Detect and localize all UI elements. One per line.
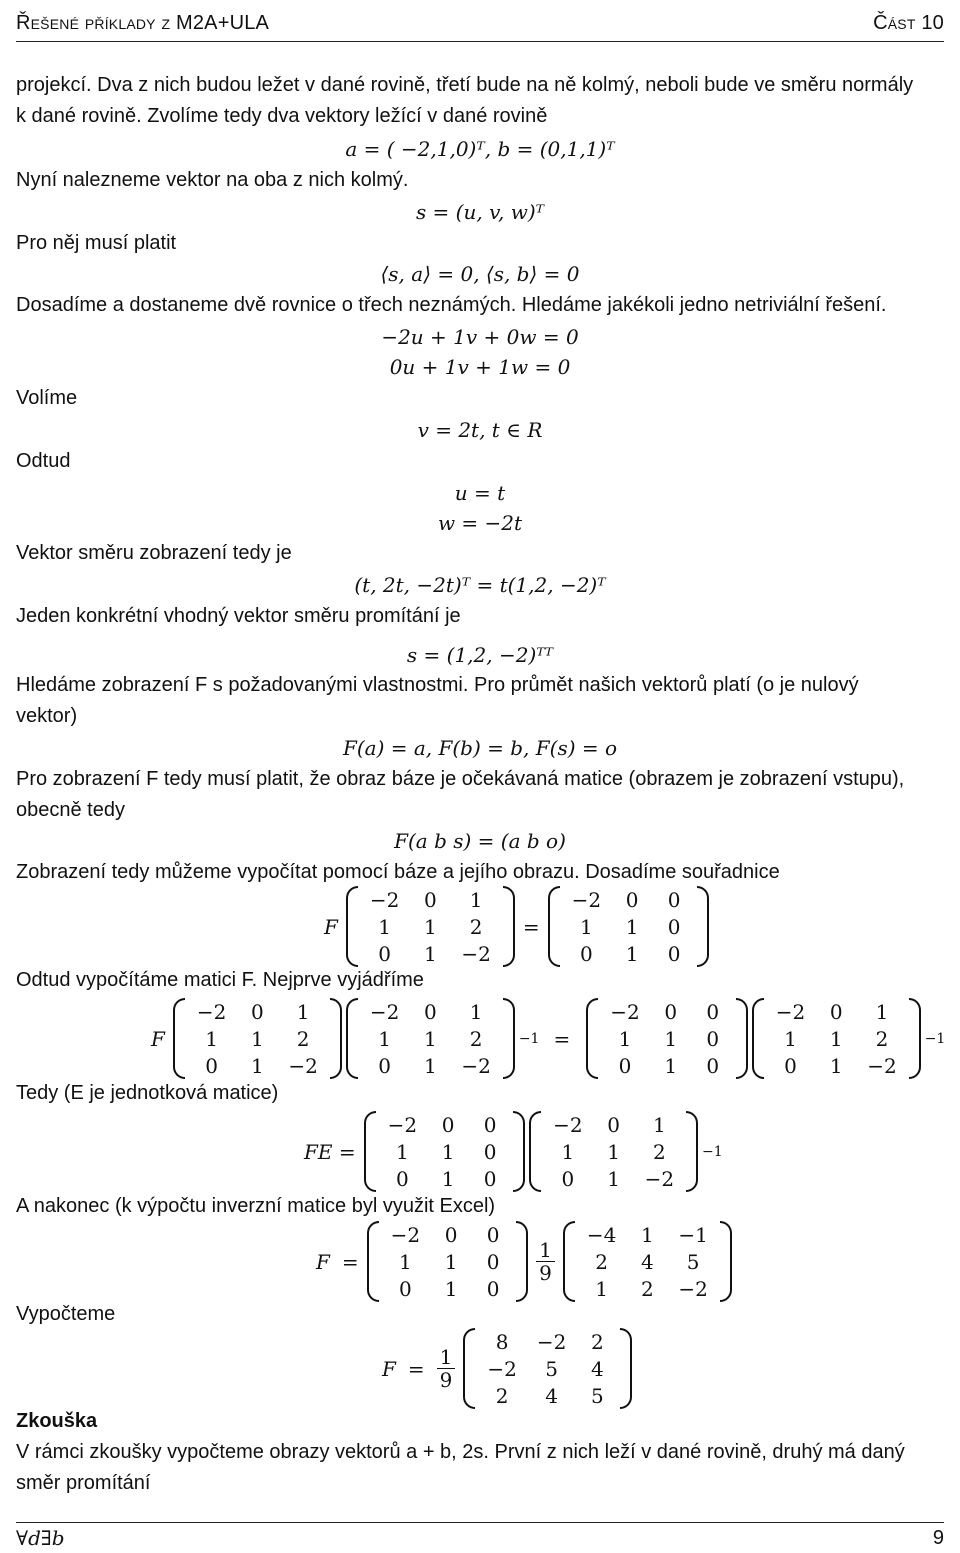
matrix-cell: −2	[196, 999, 227, 1024]
matrix-cell: −2	[288, 1053, 318, 1078]
matrix-cell: 1	[580, 914, 593, 939]
matrix-table	[562, 886, 695, 967]
paragraph: A nakonec (k výpočtu inverzní matice byl využit Excel)	[16, 1195, 496, 1217]
symbol-F: F	[382, 1356, 396, 1381]
equation-w: w = −2t	[437, 511, 523, 535]
matrix-cell: 1	[378, 1026, 391, 1051]
matrix-row	[600, 998, 733, 1025]
matrix-cell: 0	[424, 887, 437, 912]
matrix-cell: 0	[664, 999, 678, 1024]
fraction	[437, 1346, 456, 1391]
matrix-cell: 1	[424, 914, 437, 939]
matrix-cell: 1	[444, 1276, 458, 1301]
matrix-row	[562, 940, 695, 967]
matrix-equation-5	[376, 1328, 634, 1409]
section-heading: Zkouška	[16, 1410, 98, 1432]
matrix-row	[378, 1138, 511, 1165]
matrix	[362, 1111, 527, 1192]
matrix-cell: 0	[618, 1053, 632, 1078]
matrix	[546, 886, 711, 967]
matrix-row	[360, 940, 501, 967]
matrix-row	[378, 1165, 511, 1192]
matrix-cell: 0	[395, 1166, 409, 1191]
matrix-cell: 1	[652, 1112, 666, 1137]
matrix-cell: 0	[483, 1139, 497, 1164]
paragraph: Volíme	[16, 387, 78, 409]
matrix-cell: −2	[369, 999, 400, 1024]
matrix	[584, 998, 749, 1079]
matrix-cell: −2	[610, 999, 640, 1024]
equation-s: s = (u, v, w)ᵀ	[415, 200, 545, 224]
matrix-row	[477, 1382, 618, 1409]
matrix-cell: −2	[678, 1276, 708, 1301]
matrix-row	[381, 1221, 514, 1248]
matrix-cell: 1	[441, 1139, 455, 1164]
matrix	[561, 1221, 734, 1302]
paragraph: Pro něj musí platit	[16, 232, 177, 254]
matrix-row	[187, 1025, 328, 1052]
matrix-cell: 1	[469, 887, 483, 912]
matrix-row	[577, 1275, 718, 1302]
matrix-cell: 0	[706, 999, 720, 1024]
equation-F-values: F(a) = a, F(b) = b, F(s) = o	[342, 736, 618, 760]
matrix-cell: 0	[561, 1166, 575, 1191]
matrix-row	[543, 1111, 684, 1138]
matrix-row	[766, 1025, 907, 1052]
matrix-row	[600, 1025, 733, 1052]
matrix-cell: 0	[486, 1249, 500, 1274]
matrix-row	[600, 1052, 733, 1079]
matrix-table	[378, 1111, 511, 1192]
symbol-F: F	[316, 1249, 330, 1274]
matrix-cell: 0	[251, 999, 264, 1024]
matrix-cell: 0	[829, 999, 843, 1024]
matrix-row	[543, 1165, 684, 1192]
matrix-cell: 0	[378, 941, 391, 966]
matrix-cell: −2	[644, 1166, 675, 1191]
matrix-cell: 1	[595, 1276, 608, 1301]
matrix-row	[477, 1355, 618, 1382]
matrix-table	[477, 1328, 618, 1409]
matrix-row	[562, 913, 695, 940]
matrix-equation-1	[318, 886, 711, 967]
matrix-cell: 1	[664, 1053, 678, 1078]
matrix-cell: 5	[590, 1383, 604, 1408]
equation-u: u = t	[454, 481, 506, 505]
equals-sign: =	[341, 1249, 359, 1274]
matrix-cell: 1	[423, 1026, 437, 1051]
matrix-cell: −2	[867, 1053, 897, 1078]
matrix-cell: 1	[205, 1026, 218, 1051]
matrix-cell: 1	[607, 1166, 620, 1191]
matrix-cell: 2	[296, 1026, 310, 1051]
matrix-row	[378, 1111, 511, 1138]
equals-sign: =	[407, 1356, 425, 1381]
matrix-cell: 2	[640, 1276, 654, 1301]
matrix	[527, 1111, 700, 1192]
matrix-cell: 1	[395, 1139, 409, 1164]
paragraph: Zobrazení tedy můžeme vypočítat pomocí báze a jejího obrazu. Dosadíme souřadnice	[16, 861, 780, 883]
matrix-cell: −4	[586, 1222, 617, 1247]
fraction-numerator: 1	[437, 1346, 456, 1369]
matrix-row	[187, 998, 328, 1025]
matrix-cell: 1	[829, 1053, 843, 1078]
matrix-row	[360, 1025, 501, 1052]
footer-logo: ∀d∃b	[16, 1526, 65, 1550]
matrix-cell: 2	[469, 914, 483, 939]
matrix-cell: 1	[296, 999, 310, 1024]
matrix-cell: 1	[251, 1053, 264, 1078]
matrix-row	[577, 1248, 718, 1275]
matrix-cell: 0	[667, 887, 681, 912]
matrix-cell: −1	[678, 1222, 708, 1247]
paragraph: Tedy (E je jednotková matice)	[16, 1082, 279, 1104]
equation-dot: ⟨s, a⟩ = 0, ⟨s, b⟩ = 0	[380, 262, 580, 286]
matrix-row	[477, 1328, 618, 1355]
matrix-row	[360, 998, 501, 1025]
equation-ab: a = ( −2,1,0)ᵀ, b = (0,1,1)ᵀ	[345, 137, 615, 161]
inverse-exponent: −1	[924, 1030, 946, 1047]
matrix-cell: 2	[595, 1249, 608, 1274]
matrix-equation-4	[310, 1221, 734, 1302]
matrix-cell: 5	[545, 1356, 558, 1381]
matrix-cell: 0	[784, 1053, 797, 1078]
matrix-row	[381, 1248, 514, 1275]
matrix-cell: −2	[387, 1112, 418, 1137]
matrix-cell: 0	[378, 1053, 391, 1078]
matrix-cell: 1	[875, 999, 889, 1024]
page-header	[16, 0, 944, 42]
matrix-cell: 0	[706, 1053, 720, 1078]
equation-system-2: 0u + 1v + 1w = 0	[389, 355, 571, 379]
matrix-table	[600, 998, 733, 1079]
matrix-table	[543, 1111, 684, 1192]
matrix-row	[577, 1221, 718, 1248]
paragraph: projekcí. Dva z nich budou ležet v dané rovině, třetí bude na ně kolmý, neboli bude ve směru normály	[16, 74, 914, 96]
symbol-F: F	[324, 914, 338, 939]
matrix-row	[766, 998, 907, 1025]
matrix-cell: 1	[424, 941, 437, 966]
inverse-exponent: −1	[518, 1030, 540, 1047]
matrix-table	[360, 886, 501, 967]
paragraph: Hledáme zobrazení F s požadovanými vlastnostmi. Pro průmět našich vektorů platí (o je nulový	[16, 674, 859, 696]
matrix-cell: −2	[571, 887, 602, 912]
paragraph: Jeden konkrétní vhodný vektor směru promítání je	[16, 605, 461, 627]
matrix-cell: 0	[706, 1026, 720, 1051]
paragraph: Pro zobrazení F tedy musí platit, že obraz báze je očekávaná matice (obrazem je zobrazení vstupu),	[16, 768, 905, 790]
matrix-cell: 0	[486, 1276, 500, 1301]
matrix-table	[766, 998, 907, 1079]
matrix-row	[187, 1052, 328, 1079]
paragraph: Vypočteme	[16, 1303, 116, 1325]
matrix-row	[562, 886, 695, 913]
paragraph: k dané rovině. Zvolíme tedy dva vektory ležící v dané rovině	[16, 105, 548, 127]
matrix	[344, 886, 517, 967]
equation-s2: s = (1,2, −2)ᵀᵀ	[406, 643, 554, 667]
paragraph: V rámci zkoušky vypočteme obrazy vektorů a + b, 2s. První z nich leží v dané rovině, druhý má daný	[16, 1441, 905, 1463]
paragraph: Odtud vypočítáme matici F. Nejprve vyjádříme	[16, 969, 424, 991]
matrix-cell: 0	[580, 941, 593, 966]
paragraph: Vektor směru zobrazení tedy je	[16, 542, 292, 564]
equation-choose: v = 2t, t ∈ R	[417, 418, 543, 442]
matrix-cell: 1	[829, 1026, 843, 1051]
equals-sign: =	[553, 1026, 571, 1051]
matrix	[365, 1221, 530, 1302]
matrix-cell: 2	[652, 1139, 666, 1164]
matrix-cell: 1	[784, 1026, 797, 1051]
equation-F-basis: F(a b s) = (a b o)	[394, 829, 566, 853]
matrix-row	[381, 1275, 514, 1302]
matrix-cell: 0	[625, 887, 639, 912]
matrix-cell: 2	[495, 1383, 509, 1408]
matrix-cell: 1	[618, 1026, 632, 1051]
matrix-cell: −2	[487, 1356, 517, 1381]
fraction	[536, 1239, 555, 1284]
matrix-row	[360, 886, 501, 913]
matrix-cell: 2	[469, 1026, 483, 1051]
symbol-F: F	[151, 1026, 165, 1051]
matrix-cell: 1	[423, 1053, 437, 1078]
matrix-cell: 0	[483, 1166, 497, 1191]
page-number: 9	[932, 1527, 944, 1549]
matrix-cell: −2	[390, 1222, 421, 1247]
equation-system-1: −2u + 1v + 0w = 0	[381, 325, 579, 349]
matrix-table	[381, 1221, 514, 1302]
matrix-equation-3	[298, 1111, 723, 1192]
matrix-cell: 1	[399, 1249, 412, 1274]
matrix-cell: 2	[590, 1329, 604, 1354]
matrix-cell: 1	[640, 1222, 654, 1247]
matrix-cell: 1	[664, 1026, 678, 1051]
matrix-cell: −2	[553, 1112, 583, 1137]
matrix-equation-2	[145, 998, 945, 1079]
matrix-cell: −2	[775, 999, 806, 1024]
paragraph: Odtud	[16, 450, 71, 472]
matrix-cell: 1	[625, 914, 639, 939]
matrix-table	[187, 998, 328, 1079]
fraction-numerator: 1	[536, 1239, 555, 1262]
matrix-cell: 0	[205, 1053, 218, 1078]
matrix-cell: −2	[461, 941, 491, 966]
matrix-cell: 8	[495, 1329, 509, 1354]
matrix-cell: 0	[399, 1276, 412, 1301]
matrix-cell: 2	[875, 1026, 889, 1051]
header-title: Řešené příklady z M2A+ULA	[16, 12, 270, 34]
matrix-cell: 0	[444, 1222, 458, 1247]
symbol-FE: FE =	[304, 1139, 356, 1164]
paragraph: Dosadíme a dostaneme dvě rovnice o třech neznámých. Hledáme jakékoli jedno netriviální řešení.	[16, 294, 887, 316]
matrix-cell: −2	[461, 1053, 491, 1078]
matrix-cell: 0	[667, 941, 681, 966]
equation-direction: (t, 2t, −2t)ᵀ = t(1,2, −2)ᵀ	[354, 573, 606, 597]
matrix-cell: 0	[486, 1222, 500, 1247]
matrix	[171, 998, 344, 1079]
matrix-cell: 0	[667, 914, 681, 939]
matrix-row	[360, 913, 501, 940]
matrix-cell: 4	[640, 1249, 654, 1274]
matrix-table	[577, 1221, 718, 1302]
matrix-cell: 1	[625, 941, 639, 966]
paragraph: Nyní nalezneme vektor na oba z nich kolmý.	[16, 169, 409, 191]
equals-sign: =	[522, 914, 540, 939]
matrix-table	[360, 998, 501, 1079]
matrix-cell: 4	[590, 1356, 604, 1381]
matrix-row	[360, 1052, 501, 1079]
matrix-cell: 1	[607, 1139, 620, 1164]
matrix	[461, 1328, 634, 1409]
inverse-exponent: −1	[702, 1143, 723, 1160]
matrix-cell: 1	[469, 999, 483, 1024]
matrix-cell: 4	[545, 1383, 558, 1408]
matrix-row	[543, 1138, 684, 1165]
matrix-row	[766, 1052, 907, 1079]
header-chapter: Část 10	[873, 12, 944, 34]
fraction-denominator: 9	[439, 1368, 453, 1392]
matrix	[750, 998, 923, 1079]
matrix-cell: 1	[561, 1139, 575, 1164]
matrix-cell: 1	[441, 1166, 455, 1191]
matrix-cell: 1	[378, 914, 391, 939]
matrix-cell: 5	[686, 1249, 700, 1274]
paragraph: vektor)	[16, 705, 78, 727]
matrix-cell: 0	[607, 1112, 620, 1137]
matrix-cell: −2	[536, 1329, 567, 1354]
matrix-cell: 0	[441, 1112, 455, 1137]
matrix-cell: 0	[483, 1112, 497, 1137]
matrix-cell: 0	[423, 999, 437, 1024]
page-footer	[16, 1522, 944, 1552]
paragraph: obecně tedy	[16, 799, 125, 821]
matrix-cell: 1	[251, 1026, 264, 1051]
paragraph: směr promítání	[16, 1472, 151, 1494]
matrix-cell: 1	[444, 1249, 458, 1274]
fraction-denominator: 9	[539, 1261, 552, 1285]
matrix-cell: −2	[369, 887, 400, 912]
matrix	[344, 998, 517, 1079]
